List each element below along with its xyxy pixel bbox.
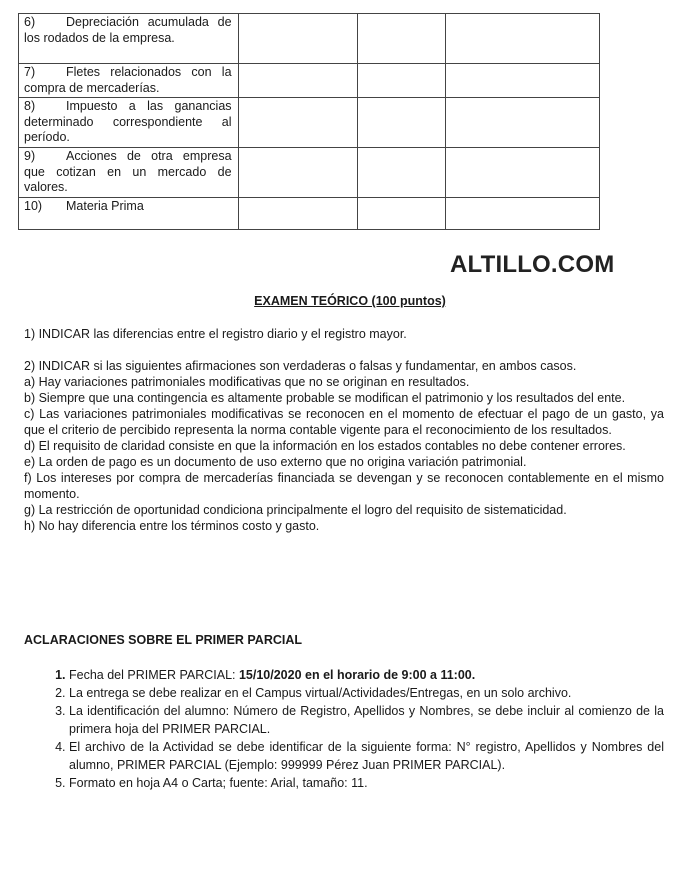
list-item: 3. La identificación del alumno: Número de Registro, Apellidos y Nombres, se debe incluir al comienzo de la primera hoja del PRIMER PARCIAL. [69,702,664,738]
statement-item: g) La restricción de oportunidad condiciona principalmente el logro del requisito de sistematicidad. [24,503,567,517]
list-item: 5. Formato en hoja A4 o Carta; fuente: Arial, tamaño: 11. [69,774,664,792]
question-2 [24,358,664,534]
row-text: Materia Prima [66,198,144,213]
table-cell [358,64,446,98]
table-row [19,148,600,198]
row-description [19,14,239,64]
list-item: 2. La entrega se debe realizar en el Campus virtual/Actividades/Entregas, en un solo archivo. [69,684,664,702]
question-2-intro: 2) INDICAR si las siguientes afirmaciones son verdaderas o falsas y fundamentar, en ambos casos. [24,359,577,373]
table-cell [238,148,358,198]
table-row [19,197,600,229]
item-1-prefix: Fecha del PRIMER PARCIAL: [69,668,239,682]
table-cell [446,197,600,229]
table-cell [238,98,358,148]
row-number: 8) [24,99,36,113]
table-cell [446,148,600,198]
table-cell [358,98,446,148]
row-number: 6) [24,15,36,29]
table-cell [446,98,600,148]
row-description [19,148,239,198]
row-number: 10) [24,198,43,213]
table-cell [358,197,446,229]
list-item [69,666,664,684]
list-item: 4. El archivo de la Actividad se debe identificar de la siguiente forma: N° registro, Apellidos y Nombres del alumno, PRIMER PARCIAL (Ejemplo: 999999 Pérez Juan PRIMER PARCIAL). [69,738,664,774]
table-cell [238,14,358,64]
question-1: 1) INDICAR las diferencias entre el registro diario y el registro mayor. [24,327,407,341]
table-cell [446,64,600,98]
row-text: Acciones de otra empresa que cotizan en un mercado de valores. [24,149,232,194]
accounts-table [18,13,600,230]
statement-item: a) Hay variaciones patrimoniales modificativas que no se originan en resultados. [24,375,470,389]
row-description [19,64,239,98]
table-cell [358,14,446,64]
row-description [19,197,239,229]
row-text: Impuesto a las ganancias determinado correspondiente al período. [24,99,232,144]
site-logo: ALTILLO.COM [450,251,615,278]
table-row [19,14,600,64]
clarifications-list [24,666,664,792]
table-row [19,64,600,98]
table-row [19,98,600,148]
clarifications-title: ACLARACIONES SOBRE EL PRIMER PARCIAL [24,633,303,647]
table-cell [446,14,600,64]
table-cell [238,64,358,98]
row-text: Depreciación acumulada de los rodados de la empresa. [24,15,232,45]
statement-item: d) El requisito de claridad consiste en que la información en los estados contables no debe contener errores. [24,439,626,453]
table-cell [238,197,358,229]
statement-item: b) Siempre que una contingencia es altamente probable se modifican el patrimonio y los resultados del ente. [24,391,626,405]
table-cell [358,148,446,198]
statement-item: e) La orden de pago es un documento de uso externo que no origina variación patrimonial. [24,455,527,469]
statement-item: f) Los intereses por compra de mercaderías financiada se devengan y se reconocen contablemente en el mismo momento. [24,471,664,501]
row-text: Fletes relacionados con la compra de mercaderías. [24,65,232,95]
item-1-date: 15/10/2020 en el horario de 9:00 a 11:00. [238,668,476,682]
row-description [19,98,239,148]
exam-title: EXAMEN TEÓRICO (100 puntos) [254,294,446,308]
statement-item: h) No hay diferencia entre los términos costo y gasto. [24,519,320,533]
row-number: 9) [24,149,36,163]
statement-item: c) Las variaciones patrimoniales modificativas se reconocen en el momento de efectuar el pago de un gasto, ya que el criterio de percibido representa la norma contable vigente para el reconocimiento de los resultados. [24,407,664,437]
row-number: 7) [24,65,36,79]
